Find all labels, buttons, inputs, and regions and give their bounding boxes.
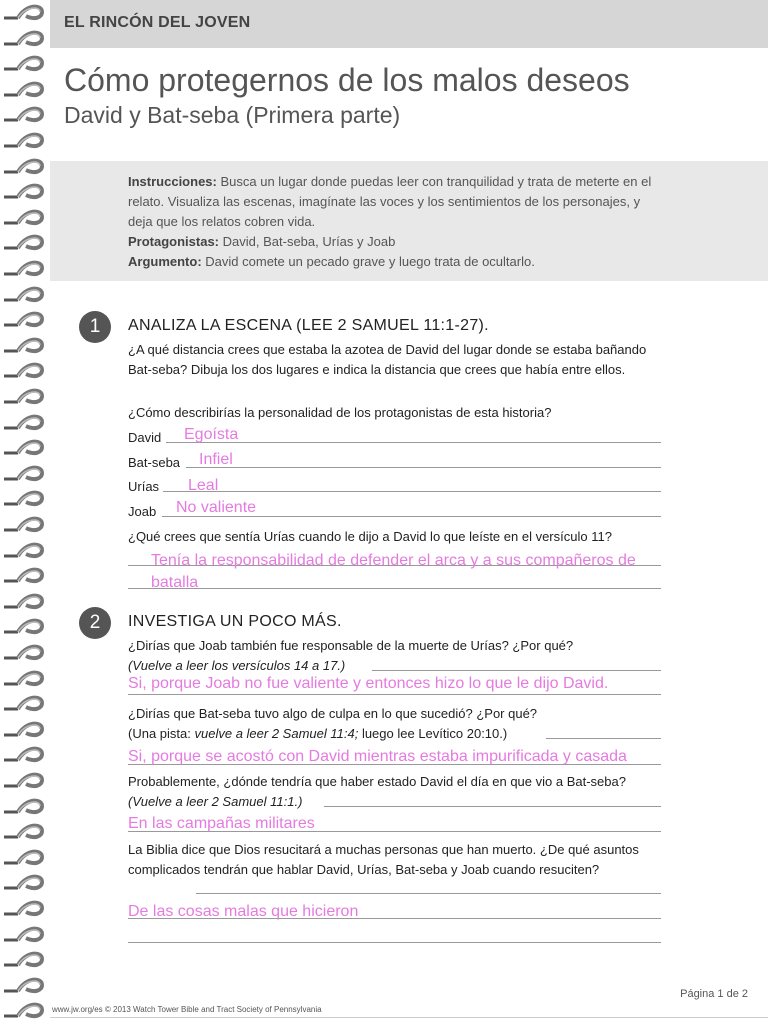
- protagonists-label: Protagonistas:: [128, 234, 220, 249]
- spiral-ring: [2, 488, 46, 510]
- spiral-ring: [2, 412, 46, 434]
- spiral-ring: [2, 744, 46, 766]
- spiral-ring: [2, 1000, 46, 1022]
- spiral-ring: [2, 79, 46, 101]
- spiral-ring: [2, 565, 46, 587]
- spiral-ring: [2, 258, 46, 280]
- s2-question-where: Probablemente, ¿dónde tendría que haber estado David el día en que vio a Bat-seba?: [128, 774, 626, 789]
- answer-urias: Leal: [188, 477, 219, 494]
- s2-question-joab: ¿Dirías que Joab también fue responsable de la muerte de Urías? ¿Por qué?: [128, 638, 574, 653]
- spiral-ring: [2, 872, 46, 894]
- answer-line[interactable]: [372, 670, 661, 671]
- spiral-ring: [2, 437, 46, 459]
- spiral-ring: [2, 821, 46, 843]
- bottom-rule: [50, 1017, 768, 1018]
- answer-resurrection: De las cosas malas que hicieron: [128, 903, 359, 920]
- s2-hint-joab: (Vuelve a leer los versículos 14 a 17.): [128, 658, 346, 673]
- answer-where: En las campañas militares: [128, 815, 315, 832]
- spiral-ring: [2, 642, 46, 664]
- copyright: www.jw.org/es © 2013 Watch Tower Bible and Tract Society of Pennsylvania: [52, 1005, 322, 1014]
- spiral-ring: [2, 668, 46, 690]
- answer-line[interactable]: [166, 442, 661, 443]
- answer-line[interactable]: [163, 491, 661, 492]
- answer-batseba-guilt: Si, porque se acostó con David mientras estaba impurificada y casada: [128, 748, 627, 765]
- instructions-label: Instrucciones:: [128, 174, 217, 189]
- section-2-heading: INVESTIGA UN POCO MÁS.: [128, 613, 342, 630]
- spiral-ring: [2, 463, 46, 485]
- protagonists-body: David, Bat-seba, Urías y Joab: [222, 234, 396, 249]
- spiral-ring: [2, 181, 46, 203]
- spiral-ring: [2, 335, 46, 357]
- s1-question-distance: ¿A qué distancia crees que estaba la azotea de David del lugar donde se estaba bañando Bat-seba? Dibuja los dos lugares e indica la distancia que crees que había entre ellos.: [128, 342, 647, 377]
- spiral-ring: [2, 975, 46, 997]
- answer-batseba: Infiel: [199, 451, 233, 468]
- character-label-batseba: Bat-seba: [128, 455, 181, 470]
- header-band: [50, 0, 768, 48]
- argument-label: Argumento:: [128, 254, 202, 269]
- answer-urias-feeling-1: Tenía la responsabilidad de defender el arca y a sus compañeros de: [151, 552, 636, 569]
- answer-line[interactable]: [196, 893, 661, 894]
- spiral-ring: [2, 693, 46, 715]
- spiral-ring: [2, 360, 46, 382]
- spiral-ring: [2, 770, 46, 792]
- answer-line[interactable]: [186, 467, 661, 468]
- hint-suffix: luego lee Levítico 20:10.): [361, 726, 508, 741]
- spiral-ring: [2, 104, 46, 126]
- answer-joab-responsible: Si, porque Joab no fue valiente y entonces hizo lo que le dijo David.: [128, 675, 609, 692]
- section-1-number: 1: [79, 311, 111, 343]
- argument-line: [128, 252, 668, 272]
- character-label-joab: Joab: [128, 504, 157, 519]
- section-2-number: 2: [79, 607, 111, 639]
- spiral-ring: [2, 284, 46, 306]
- answer-line[interactable]: [128, 694, 661, 695]
- spiral-ring: [2, 847, 46, 869]
- page-subtitle: David y Bat-seba (Primera parte): [64, 102, 401, 128]
- character-label-david: David: [128, 430, 162, 445]
- instructions-paragraph: [128, 172, 668, 232]
- page-title: Cómo protegernos de los malos deseos: [64, 62, 630, 98]
- s2-question-resurrection: La Biblia dice que Dios resucitará a muchas personas que han muerto. ¿De qué asuntos complicados tendrán que hablar David, Urías, Bat-seba y Joab cuando resuciten?: [128, 842, 639, 877]
- spiral-ring: [2, 156, 46, 178]
- spiral-ring: [2, 924, 46, 946]
- spiral-ring: [2, 949, 46, 971]
- character-label-urias: Urías: [128, 479, 160, 494]
- s1-question-urias: ¿Qué crees que sentía Urías cuando le dijo a David lo que leíste en el versículo 11?: [128, 529, 612, 544]
- protagonists-line: [128, 232, 668, 252]
- spiral-ring: [2, 719, 46, 741]
- spiral-ring: [2, 514, 46, 536]
- answer-joab: No valiente: [176, 499, 257, 516]
- answer-line[interactable]: [324, 806, 661, 807]
- spiral-ring: [2, 53, 46, 75]
- answer-david: Egoísta: [184, 426, 239, 443]
- section-1-heading: ANALIZA LA ESCENA (LEE 2 SAMUEL 11:1-27).: [128, 317, 489, 334]
- s2-hint-where: (Vuelve a leer 2 Samuel 11:1.): [128, 794, 303, 809]
- spiral-ring: [2, 28, 46, 50]
- spiral-ring: [2, 207, 46, 229]
- answer-line[interactable]: [546, 738, 661, 739]
- hint-italic: vuelve a leer 2 Samuel 11:4;: [194, 726, 359, 741]
- spiral-ring: [2, 309, 46, 331]
- answer-line[interactable]: [128, 942, 661, 943]
- answer-urias-feeling-2: batalla: [151, 574, 199, 591]
- spiral-ring: [2, 796, 46, 818]
- s1-question-personality: ¿Cómo describirías la personalidad de los protagonistas de esta historia?: [128, 405, 552, 420]
- answer-line[interactable]: [128, 588, 661, 589]
- s2-question-batseba: ¿Dirías que Bat-seba tuvo algo de culpa en lo que sucedió? ¿Por qué?: [128, 706, 538, 721]
- page-number: Página 1 de 2: [680, 988, 748, 1000]
- spiral-ring: [2, 898, 46, 920]
- argument-body: David comete un pecado grave y luego trata de ocultarlo.: [205, 254, 535, 269]
- s2-hint-batseba: [128, 724, 668, 744]
- hint-prefix: (Una pista:: [128, 726, 191, 741]
- spiral-ring: [2, 2, 46, 24]
- spiral-ring: [2, 540, 46, 562]
- spiral-ring: [2, 130, 46, 152]
- spiral-binding: [0, 0, 50, 1024]
- spiral-ring: [2, 232, 46, 254]
- instructions-body: Busca un lugar donde puedas leer con tranquilidad y trata de meterte en el relato. Visualiza las escenas, imagínate las voces y los sentimientos de los personajes, y deja que los relatos cobren vida.: [128, 174, 652, 229]
- instructions-text: [128, 172, 668, 272]
- spiral-ring: [2, 386, 46, 408]
- spiral-ring: [2, 591, 46, 613]
- spiral-ring: [2, 616, 46, 638]
- header-label: EL RINCÓN DEL JOVEN: [64, 14, 251, 31]
